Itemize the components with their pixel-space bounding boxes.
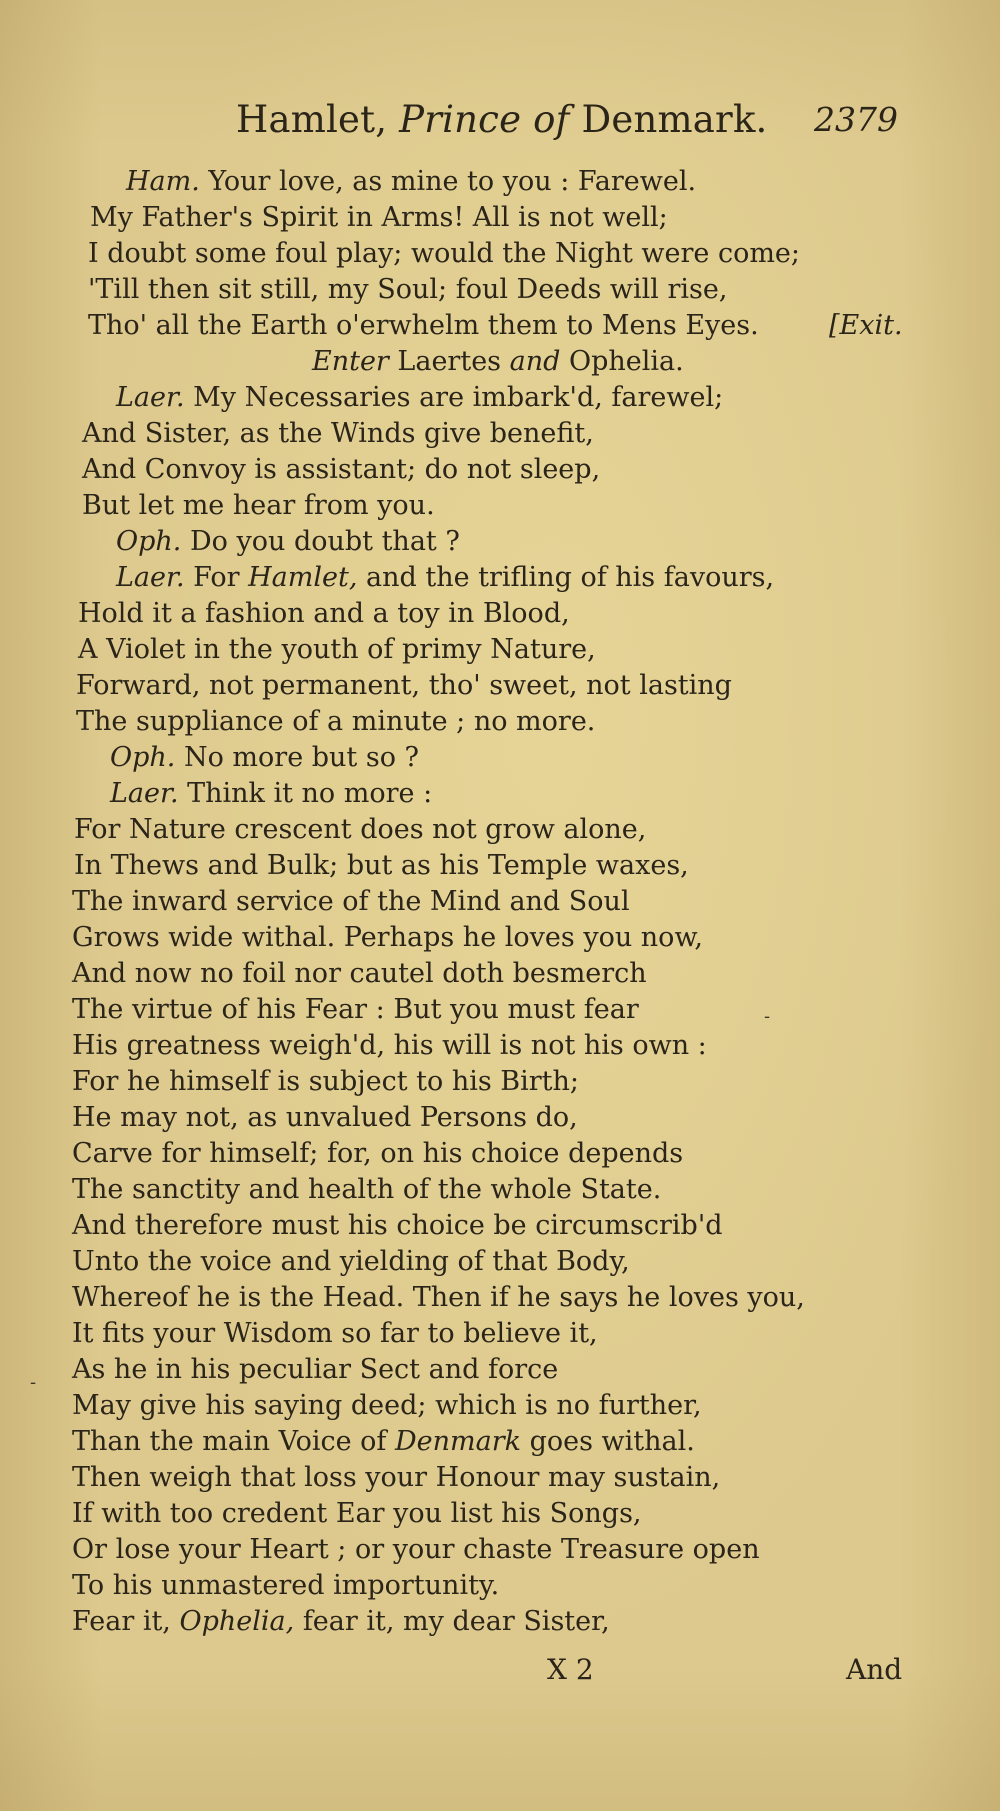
title-prince-of: Prince of — [399, 98, 570, 141]
speaker: Oph. — [110, 742, 176, 773]
margin-dash: - — [30, 1372, 37, 1393]
running-title — [236, 92, 768, 148]
text-line: His greatness weigh'd, his will is not his own : — [72, 1030, 707, 1061]
text-line: Tho' all the Earth o'erwhelm them to Mens Eyes. — [88, 310, 759, 341]
text-line: For Nature crescent does not grow alone, — [74, 814, 647, 845]
text-line: Laer. My Necessaries are imbark'd, farewel; — [116, 382, 724, 413]
text-line: May give his saying deed; which is no further, — [72, 1390, 702, 1421]
text-line: And now no foil nor cautel doth besmerch — [72, 958, 647, 989]
title-hamlet: Hamlet, — [236, 98, 388, 141]
text-line: The sanctity and health of the whole State. — [72, 1174, 662, 1205]
text-line: Unto the voice and yielding of that Body, — [72, 1246, 630, 1277]
text-line: Oph. Do you doubt that ? — [116, 526, 460, 557]
text-line: And Convoy is assistant; do not sleep, — [82, 454, 601, 485]
text-line: Grows wide withal. Perhaps he loves you now, — [72, 922, 703, 953]
text-line: In Thews and Bulk; but as his Temple waxes, — [74, 850, 689, 881]
text-line: He may not, as unvalued Persons do, — [72, 1102, 578, 1133]
text-line: The suppliance of a minute ; no more. — [76, 706, 596, 737]
text-line: And therefore must his choice be circumscrib'd — [72, 1210, 723, 1241]
text-line: Carve for himself; for, on his choice depends — [72, 1138, 684, 1169]
text-line: Or lose your Heart ; or your chaste Treasure open — [72, 1534, 760, 1565]
text-line: Laer. For Hamlet, and the trifling of his favours, — [116, 562, 775, 593]
text-line: Fear it, Ophelia, fear it, my dear Sister, — [72, 1606, 610, 1637]
text-line: The virtue of his Fear : But you must fear — [72, 994, 639, 1025]
text-line: The inward service of the Mind and Soul — [72, 886, 630, 917]
page-number: 2379 — [814, 100, 898, 139]
text-line: Than the main Voice of Denmark goes withal. — [72, 1426, 695, 1457]
text-line: But let me hear from you. — [82, 490, 435, 521]
text-line: Ham. Your love, as mine to you : Farewel. — [126, 166, 697, 197]
text-line: For he himself is subject to his Birth; — [72, 1066, 580, 1097]
text-line: I doubt some foul play; would the Night were come; — [88, 238, 801, 269]
text-line: My Father's Spirit in Arms! All is not well; — [90, 202, 668, 233]
speaker: Oph. — [116, 526, 182, 557]
text-line: If with too credent Ear you list his Songs, — [72, 1498, 642, 1529]
text-line: And Sister, as the Winds give benefit, — [82, 418, 594, 449]
text-line: It fits your Wisdom so far to believe it, — [72, 1318, 598, 1349]
text-line: 'Till then sit still, my Soul; foul Deeds will rise, — [88, 274, 728, 305]
stage-direction-enter: Enter Laertes and Ophelia. — [312, 346, 684, 377]
speaker: Laer. — [110, 778, 179, 809]
text-line: Laer. Think it no more : — [110, 778, 433, 809]
text-line: As he in his peculiar Sect and force — [72, 1354, 559, 1385]
speaker: Laer. — [116, 562, 185, 593]
catchword: And — [846, 1653, 903, 1686]
text-line: Whereof he is the Head. Then if he says he loves you, — [72, 1282, 805, 1313]
text-line: Then weigh that loss your Honour may sustain, — [72, 1462, 721, 1493]
text-line: Oph. No more but so ? — [110, 742, 420, 773]
text-line: Hold it a fashion and a toy in Blood, — [78, 598, 570, 629]
signature-mark: X 2 — [547, 1653, 594, 1686]
page-header — [0, 92, 1000, 148]
text-line: To his unmastered importunity. — [72, 1570, 500, 1601]
speaker: Laer. — [116, 382, 185, 413]
speaker: Ham. — [126, 166, 200, 197]
title-denmark: Denmark. — [581, 98, 768, 141]
stage-direction-exit: [Exit. — [829, 310, 903, 341]
text-line: A Violet in the youth of primy Nature, — [78, 634, 596, 665]
text-line: Forward, not permanent, tho' sweet, not lasting — [76, 670, 732, 701]
margin-dash: - — [764, 1006, 771, 1027]
